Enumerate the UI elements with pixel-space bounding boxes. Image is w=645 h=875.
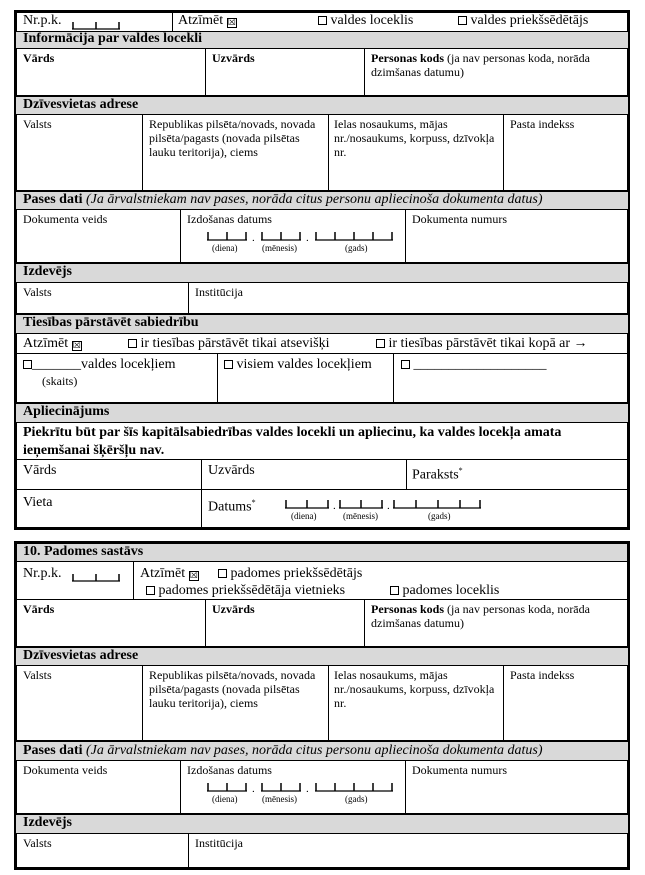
izdosanas-datums-label: Izdošanas datums: [187, 212, 272, 226]
checkbox-icon[interactable]: [23, 360, 32, 369]
option-visiem[interactable]: visiem valdes locekļiem: [224, 356, 374, 374]
paraksts-label: Paraksts*: [412, 466, 463, 483]
b-atzimet-label: Atzīmēt ☒: [140, 566, 198, 581]
datums-label: Datums*: [208, 498, 256, 515]
republikas-label: Republikas pilsēta/novads, novada pilsēta/pagasts (novada pilsētas lauku teritorija), ciems: [149, 117, 316, 159]
b-vards-label: Vārds: [23, 602, 55, 616]
atzimet-label: Atzīmēt ☒: [178, 13, 236, 28]
b-nrpk-label: Nr.p.k.: [23, 566, 62, 581]
svg-text:.: .: [306, 783, 309, 795]
izdevejs-section-title: Izdevējs: [23, 264, 72, 279]
dokumenta-veids-label: Dokumenta veids: [23, 212, 108, 226]
b-valsts-label: Valsts: [23, 668, 52, 682]
apl-vards-label: Vārds: [23, 463, 57, 478]
address-section-title: Dzīvesvietas adrese: [23, 97, 139, 112]
vieta-label: Vieta: [23, 495, 53, 510]
apliecinajums-text: Piekrītu būt par šīs kapitālsabiedrības valdes locekli un apliecinu, ka valdes locekļa amata ieņemšanai šķēršļu nav.: [23, 425, 562, 458]
diena-caption: (diena): [212, 243, 238, 253]
svg-text:.: .: [387, 500, 390, 512]
option-padomes-vietnieks[interactable]: padomes priekšsēdētāja vietnieks: [146, 582, 345, 600]
option-other[interactable]: ___________________: [401, 356, 547, 374]
option-padomes-loceklis[interactable]: padomes loceklis: [390, 582, 499, 600]
b-address-section-title: Dzīvesvietas adrese: [23, 648, 139, 663]
b-pases-section-title: Pases dati (Ja ārvalstniekam nav pases, norāda citus personu apliecinoša dokumenta datus): [23, 743, 543, 758]
pases-section-title: Pases dati (Ja ārvalstniekam nav pases, norāda citus personu apliecinoša dokumenta datus): [23, 192, 543, 207]
checkbox-icon[interactable]: [401, 360, 410, 369]
checkbox-icon[interactable]: [318, 16, 327, 25]
b-izdevejs-valsts-label: Valsts: [23, 836, 52, 850]
valsts-label: Valsts: [23, 117, 52, 131]
b-menesis-caption: (mēnesis): [262, 794, 297, 804]
apl-date-field[interactable]: [283, 496, 493, 512]
b-dokumenta-veids-label: Dokumenta veids: [23, 763, 108, 777]
gads-caption: (gads): [345, 243, 368, 253]
apl-menesis-caption: (mēnesis): [343, 511, 378, 521]
checkbox-icon[interactable]: [458, 16, 467, 25]
checkbox-icon[interactable]: [224, 360, 233, 369]
skaits-caption: (skaits): [42, 374, 78, 388]
pasta-indekss-label: Pasta indekss: [510, 117, 575, 131]
checkbox-icon[interactable]: [390, 586, 399, 595]
checkbox-icon[interactable]: [146, 586, 155, 595]
checkbox-icon[interactable]: [128, 339, 137, 348]
b-dokumenta-numurs-label: Dokumenta numurs: [412, 763, 507, 777]
dokumenta-numurs-label: Dokumenta numurs: [412, 212, 507, 226]
svg-text:.: .: [333, 500, 336, 512]
mark-checkbox-icon: ☒: [227, 18, 236, 28]
option-valdes-priekssedetajs[interactable]: valdes priekšsēdētājs: [458, 12, 588, 30]
vards-label: Vārds: [23, 51, 55, 65]
info-section-title: Informācija par valdes locekli: [23, 31, 203, 46]
checkbox-icon[interactable]: [376, 339, 385, 348]
nrpk-label: Nr.p.k.: [23, 13, 62, 28]
apl-gads-caption: (gads): [428, 511, 451, 521]
b-personas-kods-label: Personas kods (ja nav personas koda, norāda dzimšanas datumu): [371, 602, 590, 630]
b-diena-caption: (diena): [212, 794, 238, 804]
mark-checkbox-icon: ☒: [189, 571, 198, 581]
b-nrpk-field[interactable]: [72, 568, 120, 582]
option-kopa-ar[interactable]: ir tiesības pārstāvēt tikai kopā ar →: [376, 335, 588, 353]
tiesibas-section-title: Tiesības pārstāvēt sabiedrību: [23, 315, 199, 330]
svg-text:.: .: [306, 232, 309, 244]
option-valdes-loceklis[interactable]: valdes loceklis: [318, 12, 413, 30]
option-padomes-priekssedetajs[interactable]: padomes priekšsēdētājs: [218, 565, 362, 583]
tiesibas-atzimet-label: Atzīmēt ☒: [23, 336, 81, 351]
b-republikas-label: Republikas pilsēta/novads, novada pilsēta/pagasts (novada pilsētas lauku teritorija), ciems: [149, 668, 316, 710]
checkbox-icon[interactable]: [218, 569, 227, 578]
menesis-caption: (mēnesis): [262, 243, 297, 253]
b-izdosanas-date-field[interactable]: [205, 779, 395, 795]
b-izdosanas-datums-label: Izdošanas datums: [187, 763, 272, 777]
svg-text:.: .: [252, 232, 255, 244]
apliecinajums-section-title: Apliecinājums: [23, 404, 110, 419]
apl-diena-caption: (diena): [291, 511, 317, 521]
b-institucija-label: Institūcija: [195, 836, 243, 850]
institucija-label: Institūcija: [195, 285, 243, 299]
b-pasta-indekss-label: Pasta indekss: [510, 668, 575, 682]
uzvards-label: Uzvārds: [212, 51, 255, 65]
b-uzvards-label: Uzvārds: [212, 602, 255, 616]
ielas-label: Ielas nosaukums, mājas nr./nosaukums, korpuss, dzīvokļa nr.: [334, 117, 495, 159]
nrpk-field[interactable]: [72, 16, 120, 30]
apl-uzvards-label: Uzvārds: [208, 463, 255, 478]
b-gads-caption: (gads): [345, 794, 368, 804]
izdosanas-date-field[interactable]: [205, 228, 395, 244]
svg-text:.: .: [252, 783, 255, 795]
izdevejs-valsts-label: Valsts: [23, 285, 52, 299]
b-izdevejs-section-title: Izdevējs: [23, 815, 72, 830]
option-valdes-loceklu-skaits[interactable]: _______valdes locekļiem: [23, 356, 175, 374]
padomes-section-title: 10. Padomes sastāvs: [23, 544, 144, 559]
option-atseviski[interactable]: ir tiesības pārstāvēt tikai atsevišķi: [128, 335, 329, 353]
b-ielas-label: Ielas nosaukums, mājas nr./nosaukums, korpuss, dzīvokļa nr.: [334, 668, 495, 710]
mark-checkbox-icon: ☒: [72, 341, 81, 351]
personas-kods-label: Personas kods (ja nav personas koda, norāda dzimšanas datumu): [371, 51, 590, 79]
